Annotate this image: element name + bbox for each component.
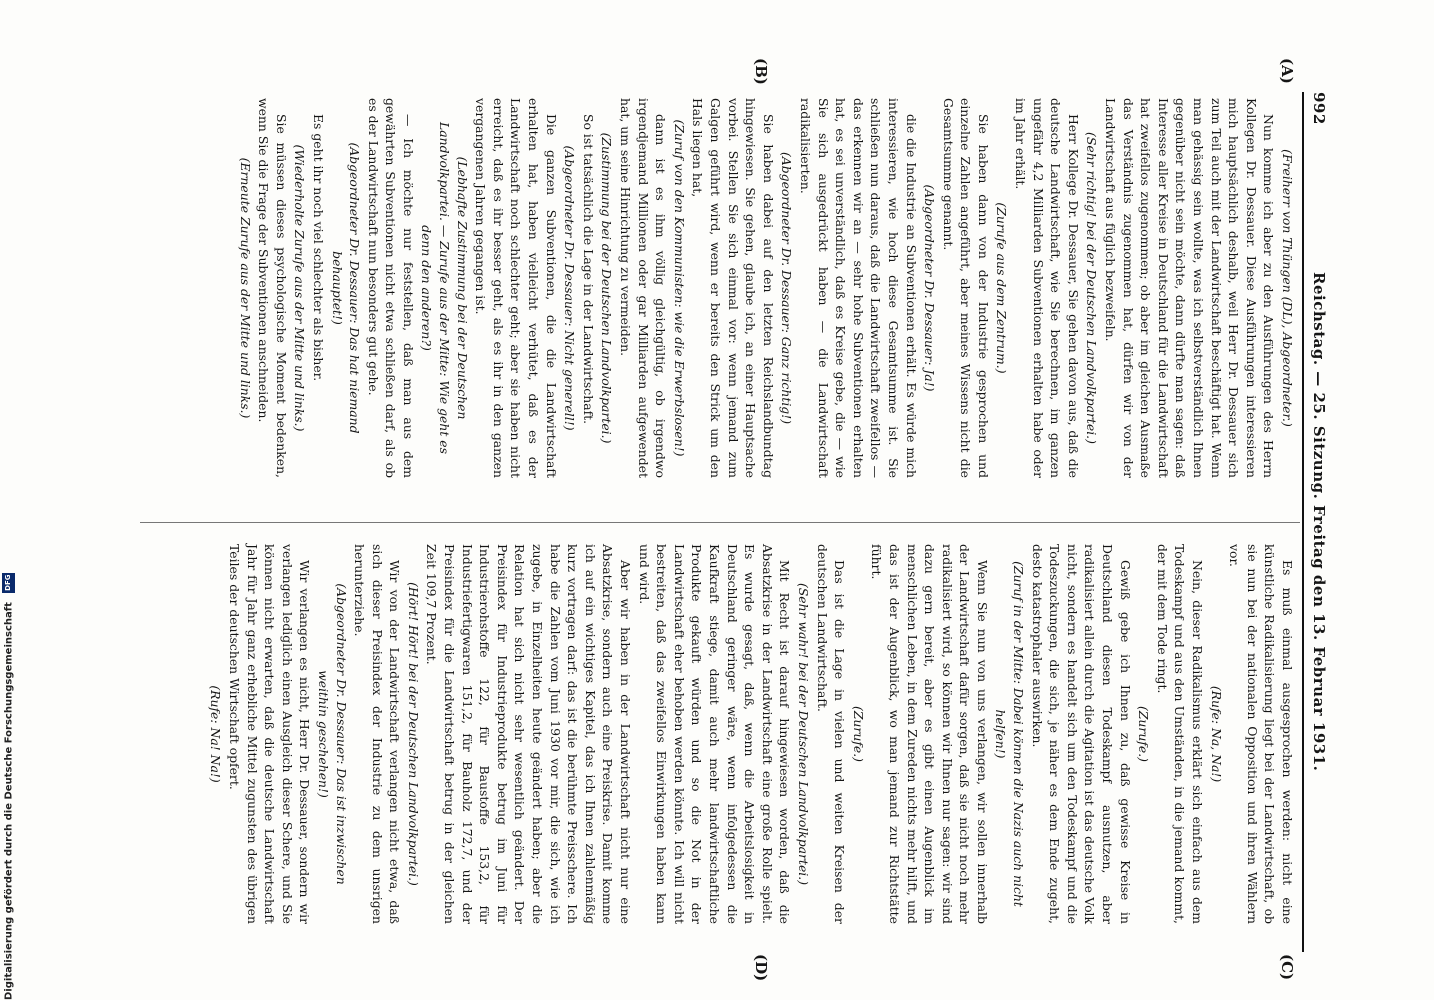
paragraph: Sie müssen dieses psychologische Moment bedenken, wenn Sie die Frage der Subventionen anschneiden. bbox=[256, 98, 289, 478]
paragraph: Wenn Sie nun von uns verlangen, wir sollen innerhalb der Landwirtschaft dafür sorgen, daß sie nicht noch mehr radikalisiert wird, so können wir Ihnen nur sagen: wir sind dazu gern bereit, aber es gibt einen Augenblick im menschlichen Leben, in dem Zureden nichts mehr hilft, und das ist der Augenblick, wo man jemand zur Richtstätte führt. bbox=[869, 544, 990, 924]
interjection: (Zurufe aus dem Zentrum.) bbox=[994, 202, 1010, 374]
page-title: Reichstag. — 25. Sitzung. Freitag den 13. Februar 1931. bbox=[1310, 272, 1328, 772]
interjection: (Sehr wahr! bei der Deutschen Landvolkpartei.) bbox=[795, 582, 811, 886]
paragraph: Es muß einmal ausgesprochen werden: nicht eine künstliche Radikalisierung liegt bei der Landwirtschaft, ob sie nun bei der nationalen Opposition und ihren Wählern vor. bbox=[1227, 544, 1295, 924]
paragraph: Die ganzen Subventionen, die die Landwirtschaft erhalten hat, haben vielleicht verhütet, daß es der Landwirtschaft noch schlechter geht; aber sie haben nicht erreicht, daß es ihr besser geht, als es ihr in den ganzen vergangenen Jahren gegangen ist. bbox=[473, 98, 559, 478]
paragraph: Es geht ihr noch viel schlechter als bisher. bbox=[310, 114, 326, 382]
paragraph: Gewiß gebe ich Ihnen zu, daß gewisse Kreise in Deutschland diesen Todeskampf ausnutzen, aber radikalisiert allein durch die Agitation ist das deutsche Volk nicht, sondern es handelt sich um den Todeskampf und die Todeszuckungen, die sich, je näher es dem Ende zugeht, desto katastrophaler auswirken. bbox=[1029, 544, 1133, 924]
interjection: (Abgeordneter Dr. Dessauer: Das ist inzwischen weithin geschehen!) bbox=[315, 583, 349, 885]
column-divider bbox=[140, 522, 1300, 523]
interjection: (Zuruf von den Kommunisten: wie die Erwerbslosen!) bbox=[671, 119, 687, 457]
credit-text: Digitalisierung gefördert durch die Deutsche Forschungsgemeinschaft bbox=[3, 602, 15, 1000]
paragraph: Das ist die Lage in vielen und weiten Kreisen der deutschen Landwirtschaft. bbox=[814, 544, 848, 924]
paragraph: — Ich möchte nur feststellen, daß man aus dem gewährten Subventionen nicht etwa schließen darf, als ob es der Landwirtschaft nun besonders gut gehe. bbox=[365, 98, 416, 478]
paragraph: Nun komme ich aber zu den Ausführungen des Herrn Kollegen Dr. Dessauer. Diese Ausführungen interessieren mich hauptsächlich deshalb, weil Herr Dr. Dessauer sich zum Teil auch mit der Landwirtschaft beschäftigt hat. Wenn man gehässig sein wollte, was ich selbstverständlich Ihnen gegenüber nicht sein möchte, dann dürfte man sagen: daß Interesse aller Kreise in Deutschland für die Landwirtschaft hat zweifellos zugenommen; ob aber im gleichen Ausmaße das Verständnis zugenommen hat, dürfen wir von der Landwirtschaft aus füglich bezweifeln. bbox=[1103, 98, 1277, 478]
paragraph: Mit Recht ist darauf hingewiesen worden, daß die Absatzkrise in der Landwirtschaft eine große Rolle spielt. Es wurde gesagt, daß, wenn die Arbeitslosigkeit in Deutschland geringer wäre, wenn infolgedessen die Kaufkraft stiege, damit auch mehr landwirtschaftliche Produkte gekauft würden und so die Not in der Landwirtschaft eher behoben werden könnte. Ich will nicht bestreiten, daß das zweifellos Einwirkungen haben kann und wird. bbox=[636, 544, 793, 924]
margin-mark-a: (A) bbox=[1278, 58, 1296, 84]
interjection: (Abgeordneter Dr. Dessauer: Ja!) bbox=[922, 184, 938, 392]
paragraph: Sie haben dabei auf den letzten Reichslandbundtag hingewiesen. Sie gehen, glaube ich, an einer Hauptsache vorbei. Stellen Sie sich einmal vor: wenn jemand zum Galgen geführt wird, wenn er bereits den Strick um den Hals liegen hat, bbox=[690, 98, 776, 478]
interjection: (Abgeordneter Dr. Dessauer: Ganz richtig!) bbox=[779, 151, 795, 425]
interjection: (Hört! Hört! bei der Deutschen Landvolkpartei.) bbox=[405, 582, 421, 886]
right-text-column bbox=[136, 544, 1296, 924]
interjection: (Zurufe.) bbox=[850, 705, 866, 763]
margin-mark-c: (C) bbox=[1278, 954, 1296, 981]
interjection: (Zuruf in der Mitte: Dabei können die Nazis auch nicht helfen!) bbox=[993, 561, 1027, 907]
left-text-column bbox=[136, 98, 1296, 478]
margin-mark-b: (B) bbox=[752, 58, 770, 85]
interjection: (Wiederholte Zurufe aus der Mitte und links.) bbox=[292, 144, 308, 432]
interjection: (Zurufe.) bbox=[1136, 705, 1152, 763]
rotated-page-content bbox=[120, 58, 1330, 982]
interjection: (Rufe: Na, Na!) bbox=[1208, 685, 1224, 783]
paragraph: Nein, dieser Radikalismus erklärt sich einfach aus dem Todeskampf und aus den Umständen, in die jemand kommt, der mit dem Tode ringt. bbox=[1154, 544, 1206, 924]
interjection: (Freiherr von Thüngen (DL), Abgeordneter.) bbox=[1280, 149, 1295, 427]
paragraph: Wir von der Landwirtschaft verlangen nicht etwa, daß sich dieser Preisindex der Industrie zu dem unsrigen herunterziehe. bbox=[352, 544, 403, 924]
digitization-credit bbox=[2, 0, 16, 1000]
paragraph: Wir verlangen es nicht, Herr Dr. Dessauer, sondern wir verlangen lediglich einen Ausgleich dieser Schere, und Sie können nicht erwarten, daß die deutsche Landwirtschaft Jahr für Jahr ganz erhebliche Mittel zugunsten des übrigen Teiles der deutschen Wirtschaft opfert. bbox=[226, 544, 313, 924]
interjection: (Sehr richtig! bei der Deutschen Landvolkpartei.) bbox=[1084, 132, 1100, 444]
paragraph: So ist tatsächlich die Lage in der Landwirtschaft. bbox=[580, 114, 596, 425]
paragraph: dann ist es ihm völlig gleichgültig, ob irgendwo irgendjemand Millionen oder gar Milliarden aufgewendet hat, um seine Hinrichtung zu vermeiden. bbox=[618, 98, 669, 478]
paragraph: die die Industrie an Subventionen erhält. Es würde mich interessieren, wie hoch diese Gesamtsumme ist. Sie schließen nun daraus, daß die Landwirtschaft zweifellos — das erkennen wir an — sehr hohe Subventionen erhalten hat, es sei unverständlich, daß es Kreise gebe, die — wie Sie sich ausgedrückt haben — die Landwirtschaft radikalisierten. bbox=[797, 98, 919, 478]
interjection: (Abgeordneter Dr. Dessauer: Nicht generell!) bbox=[562, 145, 578, 431]
interjection: (Zustimmung bei der Deutschen Landvolkpartei.) bbox=[599, 132, 615, 444]
page-number: 992 bbox=[1310, 92, 1328, 125]
margin-mark-d: (D) bbox=[752, 954, 770, 982]
paragraph: Sie haben dann von der Industrie gesprochen und einzelne Zahlen angeführt, aber meines Wissens nicht die Gesamtsumme genannt. bbox=[940, 98, 991, 478]
dfg-logo: DFG bbox=[2, 573, 15, 593]
paragraph: Aber wir haben in der Landwirtschaft nicht nur eine Absatzkrise, sondern auch eine Preiskrise. Damit komme ich auf ein wichtiges Kapitel, das ich Ihnen zahlenmäßig kurz vortragen darf: das ist die berühmte Preisschere. Ich habe die Zahlen vom Juni 1930 vor mir, die sich, wie ich zugebe, in Einzelheiten heute geändert haben; aber die Relation hat sich nicht sehr wesentlich geändert. Der Preisindex für Industrieprodukte betrug im Juni für Industrierohstoffe 122, für Baustoffe 153,2, für Industriefertigwaren 151,2, für Bauholz 172,7, und der Preisindex für die Landwirtschaft betrug in der gleichen Zeit 109,7 Prozent. bbox=[424, 544, 634, 924]
paragraph: Herr Kollege Dr. Dessauer, Sie gehen davon aus, daß die deutsche Landwirtschaft, wie Sie berechnen, im ganzen ungefähr 4,2 Milliarden Subventionen erhalten habe oder im Jahr erhält. bbox=[1013, 98, 1081, 478]
interjection: (Lebhafte Zustimmung bei der Deutschen Landvolkpartei. — Zurufe aus der Mitte: Wie geht es denn den anderen?) bbox=[419, 122, 470, 454]
interjection: (Abgeordneter Dr. Dessauer: Das hat niemand behauptet!) bbox=[329, 142, 363, 434]
page-header bbox=[1302, 92, 1330, 952]
interjection: (Erneute Zurufe aus der Mitte und links.) bbox=[237, 157, 253, 419]
interjection: (Rufe: Na! Na!) bbox=[208, 685, 224, 783]
